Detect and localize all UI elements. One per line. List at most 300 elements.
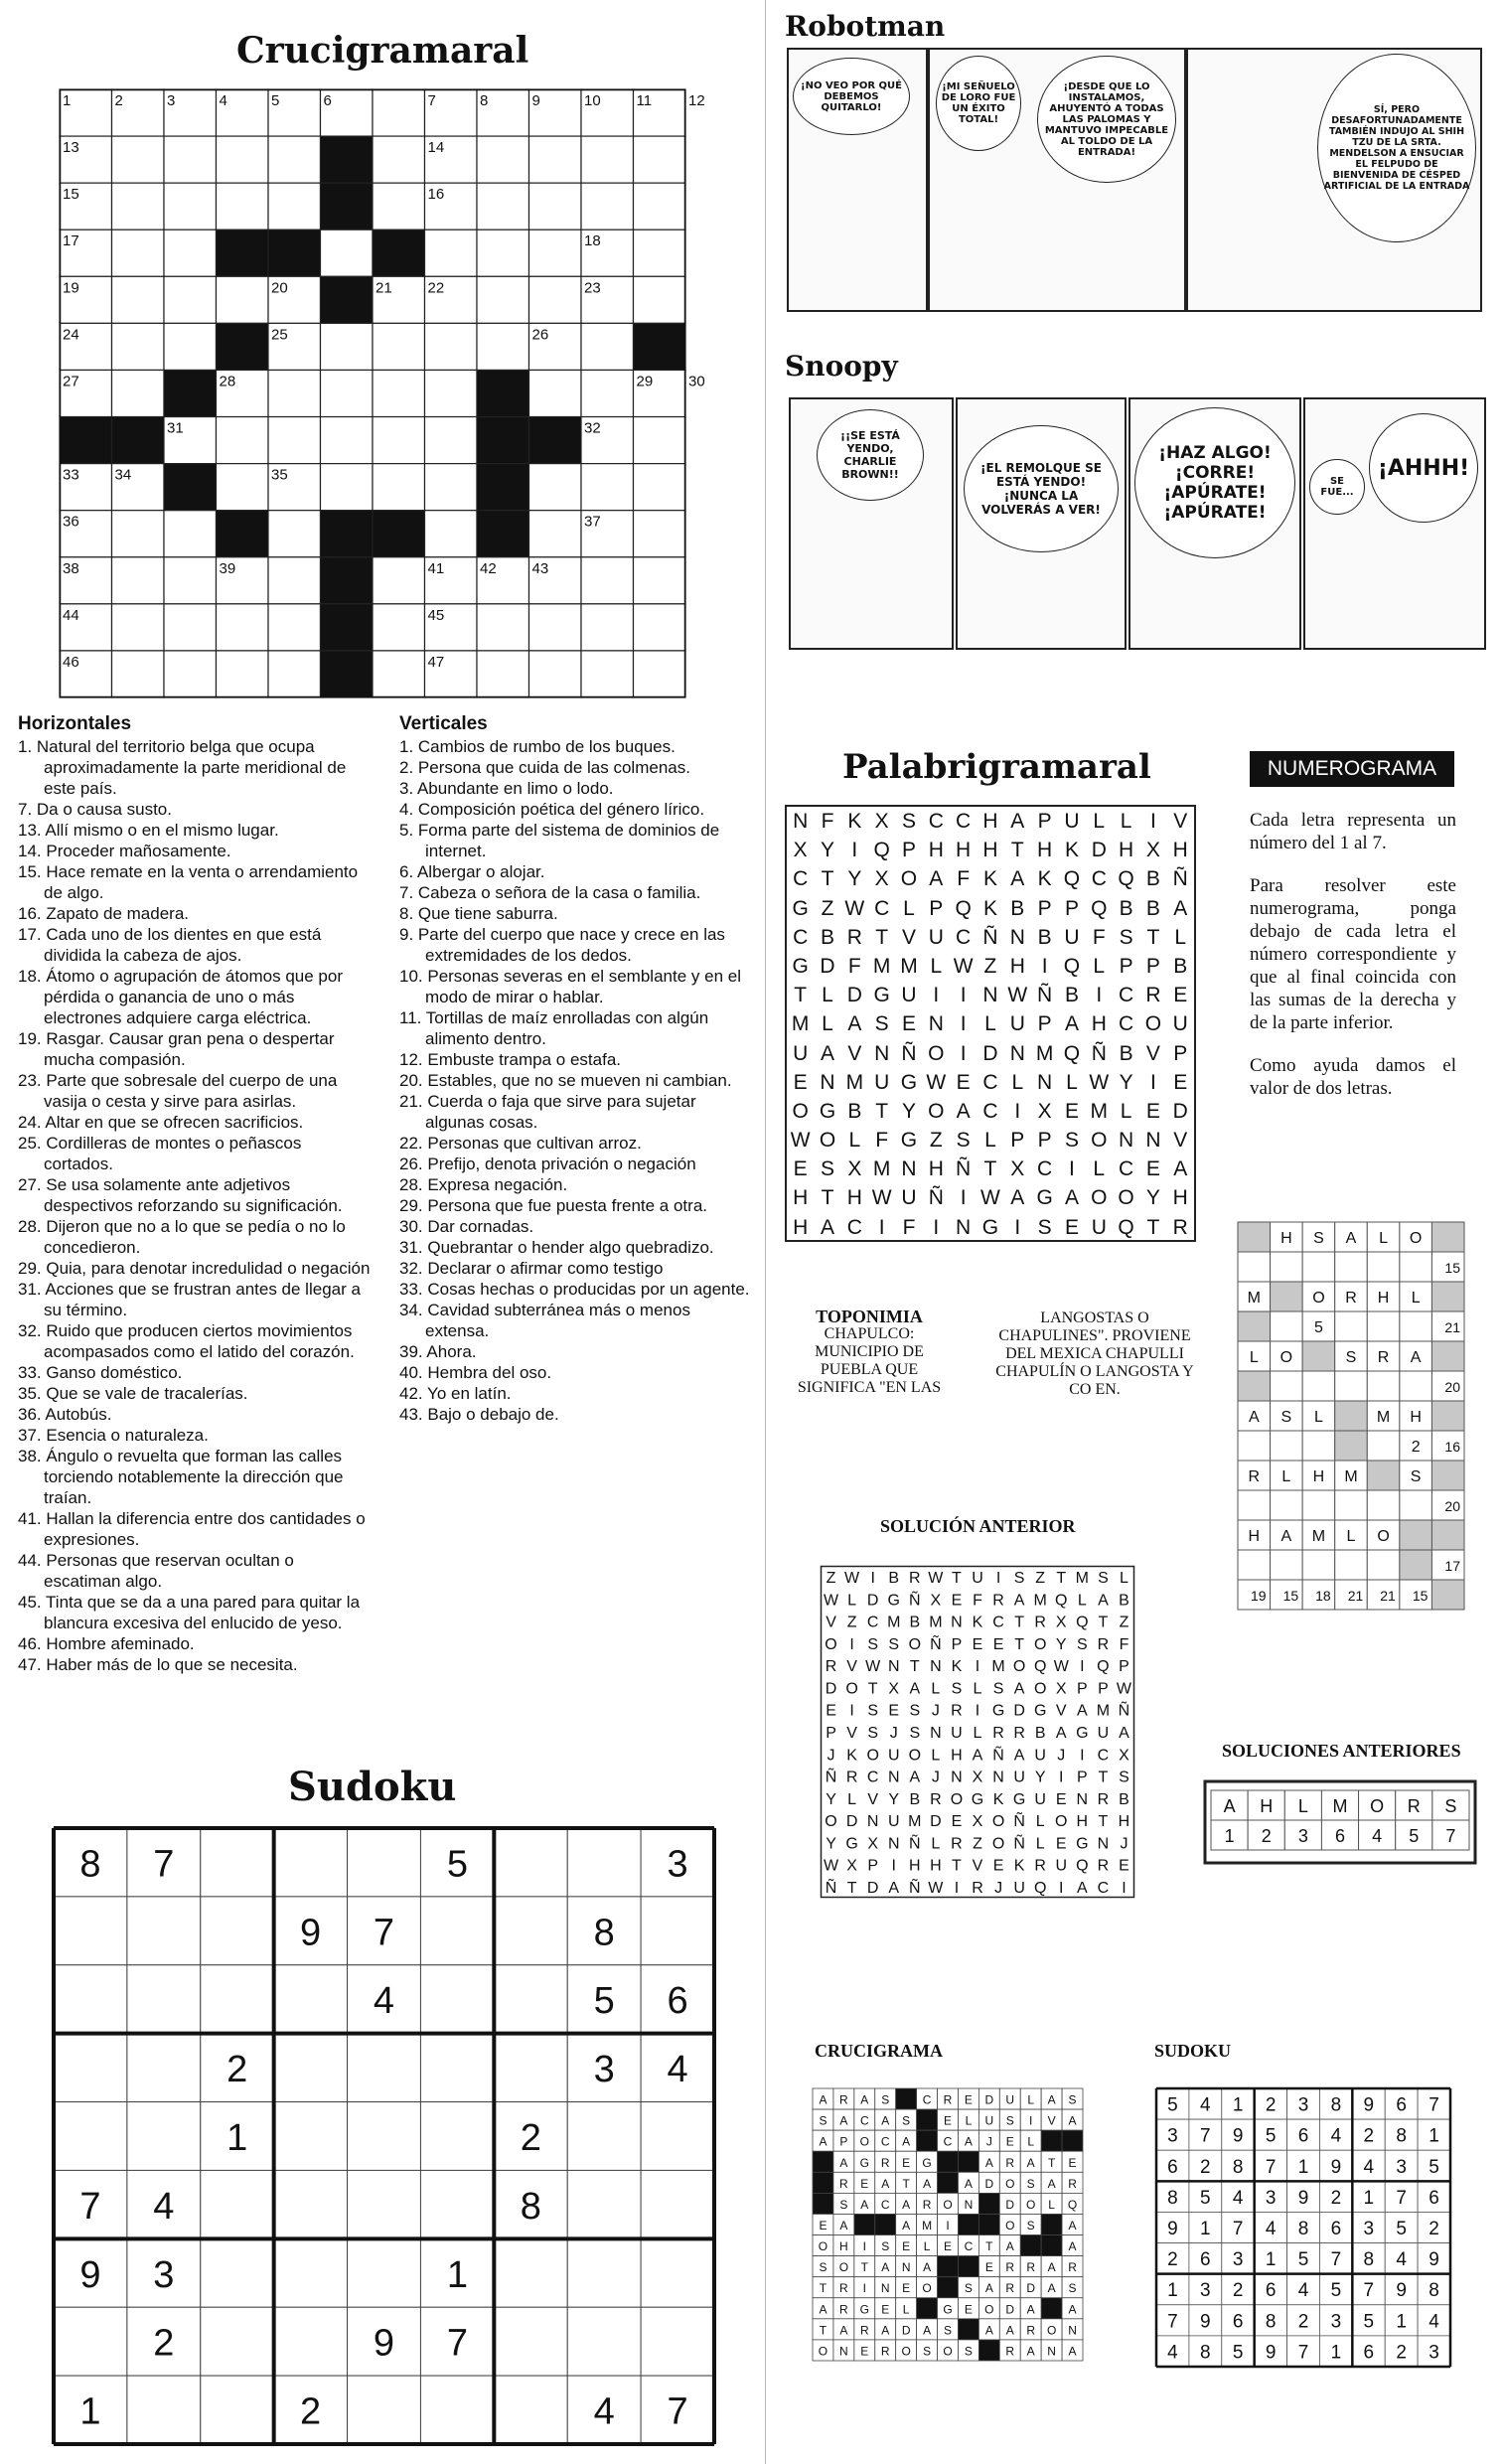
wordsearch-letter[interactable]: T <box>1146 925 1160 949</box>
wordsearch-letter[interactable]: E <box>901 1012 916 1036</box>
crossword-cell[interactable] <box>425 417 478 464</box>
wordsearch-letter[interactable]: U <box>1064 810 1080 833</box>
wordsearch-letter[interactable]: N <box>901 1157 917 1181</box>
sudoku-cell[interactable] <box>201 1828 274 1897</box>
crossword-cell[interactable] <box>112 276 165 323</box>
numerogram-cell[interactable] <box>1271 1371 1303 1401</box>
wordsearch-letter[interactable]: W <box>1089 1070 1110 1094</box>
wordsearch-letter[interactable]: F <box>875 1129 889 1153</box>
sudoku-cell[interactable] <box>127 2034 201 2102</box>
wordsearch-letter[interactable]: I <box>960 1041 967 1065</box>
sudoku-cell[interactable] <box>567 2102 641 2171</box>
wordsearch-letter[interactable]: M <box>900 954 918 978</box>
crossword-cell[interactable] <box>634 136 686 183</box>
crossword-cell[interactable] <box>112 370 165 416</box>
wordsearch-letter[interactable]: P <box>1145 954 1160 978</box>
crossword-cell[interactable] <box>477 183 529 230</box>
crossword-cell[interactable] <box>268 370 321 416</box>
wordsearch-letter[interactable]: B <box>1145 867 1160 891</box>
wordsearch-letter[interactable]: V <box>847 1041 862 1065</box>
wordsearch-letter[interactable]: B <box>847 1099 862 1123</box>
crossword-grid[interactable] <box>60 89 705 697</box>
sudoku-cell[interactable] <box>274 1965 348 2034</box>
crossword-cell[interactable] <box>217 464 269 511</box>
wordsearch-letter[interactable]: Y <box>1119 1070 1133 1094</box>
sudoku-cell[interactable] <box>201 2376 274 2444</box>
wordsearch-letter[interactable]: E <box>1173 1070 1188 1094</box>
crossword-cell[interactable] <box>373 557 425 604</box>
wordsearch-letter[interactable]: A <box>1010 1186 1025 1210</box>
wordsearch-letter[interactable]: L <box>1174 925 1187 949</box>
wordsearch-letter[interactable]: U <box>1091 1215 1107 1239</box>
sudoku-cell[interactable] <box>54 2307 127 2376</box>
wordsearch-letter[interactable]: V <box>1145 1041 1160 1065</box>
crossword-cell[interactable] <box>164 276 217 323</box>
crossword-cell[interactable] <box>217 136 269 183</box>
wordsearch-letter[interactable]: P <box>1037 810 1052 833</box>
wordsearch-letter[interactable]: B <box>1064 984 1079 1007</box>
numerogram-cell[interactable] <box>1238 1550 1271 1580</box>
sudoku-cell[interactable] <box>274 2170 348 2238</box>
wordsearch-letter[interactable]: Q <box>1118 867 1134 891</box>
wordsearch-letter[interactable]: Z <box>929 1129 943 1153</box>
sudoku-cell[interactable] <box>201 2307 274 2376</box>
sudoku-cell[interactable] <box>274 2238 348 2307</box>
numerogram-cell[interactable] <box>1302 1550 1335 1580</box>
crossword-cell[interactable] <box>581 136 634 183</box>
crossword-cell[interactable] <box>164 183 217 230</box>
wordsearch-letter[interactable]: C <box>928 810 944 833</box>
crossword-cell[interactable] <box>164 511 217 557</box>
wordsearch-letter[interactable]: B <box>1037 925 1052 949</box>
crossword-cell[interactable] <box>425 464 478 511</box>
crossword-cell[interactable] <box>477 276 529 323</box>
wordsearch-letter[interactable]: E <box>1173 984 1188 1007</box>
wordsearch-letter[interactable]: O <box>1144 1012 1162 1036</box>
wordsearch-letter[interactable]: D <box>982 1041 998 1065</box>
sudoku-cell[interactable] <box>54 1965 127 2034</box>
crossword-cell[interactable] <box>373 183 425 230</box>
wordsearch-letter[interactable]: L <box>984 1129 996 1153</box>
wordsearch-letter[interactable]: G <box>873 984 890 1007</box>
crossword-cell[interactable] <box>634 464 686 511</box>
crossword-cell[interactable] <box>217 183 269 230</box>
sudoku-cell[interactable] <box>348 2102 421 2171</box>
wordsearch-letter[interactable]: V <box>901 925 916 949</box>
wordsearch-letter[interactable]: Q <box>1118 1215 1134 1239</box>
sudoku-cell[interactable] <box>348 2238 421 2307</box>
crossword-cell[interactable] <box>112 604 165 651</box>
wordsearch-letter[interactable]: G <box>900 1070 918 1094</box>
wordsearch-letter[interactable]: V <box>1173 810 1188 833</box>
wordsearch-letter[interactable]: O <box>792 1099 809 1123</box>
wordsearch-letter[interactable]: U <box>901 1186 917 1210</box>
sudoku-cell[interactable] <box>641 2238 714 2307</box>
sudoku-cell[interactable] <box>494 1897 567 1965</box>
wordsearch-letter[interactable]: L <box>1120 1099 1132 1123</box>
wordsearch-letter[interactable]: T <box>1010 839 1024 862</box>
wordsearch-letter[interactable]: R <box>846 925 862 949</box>
wordsearch-letter[interactable]: I <box>1096 984 1103 1007</box>
sudoku-cell[interactable] <box>127 1965 201 2034</box>
crossword-cell[interactable] <box>217 276 269 323</box>
wordsearch-letter[interactable]: C <box>1119 984 1134 1007</box>
wordsearch-letter[interactable]: H <box>956 839 972 862</box>
crossword-cell[interactable] <box>164 136 217 183</box>
wordsearch-letter[interactable]: N <box>874 1041 890 1065</box>
wordsearch-letter[interactable]: Q <box>873 839 890 862</box>
wordsearch-letter[interactable]: C <box>1091 867 1107 891</box>
wordsearch-letter[interactable]: U <box>793 1041 809 1065</box>
crossword-cell[interactable] <box>112 136 165 183</box>
wordsearch-letter[interactable]: N <box>1145 1129 1161 1153</box>
sudoku-cell[interactable] <box>494 1965 567 2034</box>
wordsearch-letter[interactable]: F <box>847 954 861 978</box>
numerogram-cell[interactable] <box>1367 1311 1400 1341</box>
crossword-cell[interactable] <box>477 230 529 276</box>
wordsearch-letter[interactable]: L <box>848 1129 861 1153</box>
wordsearch-letter[interactable]: Y <box>901 1099 916 1123</box>
wordsearch-letter[interactable]: C <box>1119 1157 1134 1181</box>
wordsearch-letter[interactable]: H <box>928 839 944 862</box>
wordsearch-letter[interactable]: Z <box>983 954 997 978</box>
wordsearch-letter[interactable]: C <box>1119 1012 1134 1036</box>
wordsearch-letter[interactable]: H <box>1009 954 1025 978</box>
crossword-cell[interactable] <box>529 276 582 323</box>
wordsearch-letter[interactable]: T <box>821 867 834 891</box>
sudoku-cell[interactable] <box>348 2034 421 2102</box>
crossword-cell[interactable] <box>373 89 425 136</box>
wordsearch-letter[interactable]: R <box>1145 984 1161 1007</box>
wordsearch-letter[interactable]: I <box>1069 1157 1075 1181</box>
numerogram-cell[interactable] <box>1367 1252 1400 1282</box>
wordsearch-letter[interactable]: G <box>981 1215 999 1239</box>
crossword-cell[interactable] <box>268 417 321 464</box>
wordsearch-letter[interactable]: Q <box>1091 896 1108 920</box>
wordsearch-letter[interactable]: Ñ <box>1037 984 1053 1007</box>
wordsearch-letter[interactable]: B <box>1119 1041 1133 1065</box>
wordsearch-letter[interactable]: T <box>875 1099 889 1123</box>
wordsearch-letter[interactable]: F <box>1092 925 1106 949</box>
wordsearch-letter[interactable]: Y <box>820 839 834 862</box>
wordsearch-letter[interactable]: N <box>1037 1070 1053 1094</box>
sudoku-cell[interactable] <box>641 2170 714 2238</box>
crossword-cell[interactable] <box>268 651 321 697</box>
wordsearch-letter[interactable]: C <box>982 1099 998 1123</box>
crossword-cell[interactable] <box>581 604 634 651</box>
crossword-cell[interactable] <box>217 417 269 464</box>
wordsearch-letter[interactable]: G <box>1036 1186 1053 1210</box>
wordsearch-letter[interactable]: M <box>1035 1041 1054 1065</box>
numerogram-cell[interactable] <box>1400 1371 1432 1401</box>
wordsearch-letter[interactable]: W <box>926 1070 947 1094</box>
wordsearch-letter[interactable]: I <box>1014 1099 1021 1123</box>
crossword-cell[interactable] <box>112 183 165 230</box>
wordsearch-letter[interactable]: O <box>900 867 918 891</box>
wordsearch-letter[interactable]: B <box>1145 896 1160 920</box>
sudoku-cell[interactable] <box>348 2170 421 2238</box>
crossword-cell[interactable] <box>321 417 374 464</box>
wordsearch-letter[interactable]: C <box>1037 1157 1053 1181</box>
sudoku-cell[interactable] <box>567 2307 641 2376</box>
crossword-cell[interactable] <box>477 136 529 183</box>
wordsearch-letter[interactable]: U <box>1064 925 1080 949</box>
wordsearch-letter[interactable]: H <box>1119 839 1134 862</box>
numerogram-cell[interactable] <box>1367 1550 1400 1580</box>
wordsearch-letter[interactable]: Ñ <box>928 1186 944 1210</box>
wordsearch-letter[interactable]: K <box>982 867 997 891</box>
sudoku-cell[interactable] <box>420 2376 494 2444</box>
wordsearch-letter[interactable]: X <box>1010 1157 1025 1181</box>
wordsearch-letter[interactable]: T <box>794 984 808 1007</box>
numerogram-cell[interactable] <box>1238 1252 1271 1282</box>
crossword-cell[interactable] <box>321 230 374 276</box>
wordsearch-letter[interactable]: N <box>982 984 998 1007</box>
wordsearch-letter[interactable]: B <box>820 925 834 949</box>
wordsearch-letter[interactable]: S <box>901 810 916 833</box>
wordsearch-letter[interactable]: O <box>1091 1129 1108 1153</box>
sudoku-cell[interactable] <box>348 2376 421 2444</box>
crossword-cell[interactable] <box>164 604 217 651</box>
numerogram-cell[interactable] <box>1238 1490 1271 1520</box>
wordsearch-letter[interactable]: W <box>980 1186 1000 1210</box>
wordsearch-letter[interactable]: X <box>874 867 889 891</box>
wordsearch-letter[interactable]: S <box>1064 1129 1079 1153</box>
wordsearch-letter[interactable]: N <box>1009 925 1025 949</box>
wordsearch-letter[interactable]: I <box>878 1215 885 1239</box>
sudoku-cell[interactable] <box>274 2307 348 2376</box>
wordsearch-letter[interactable]: L <box>1093 1157 1106 1181</box>
sudoku-cell[interactable] <box>567 2170 641 2238</box>
crossword-cell[interactable] <box>634 557 686 604</box>
wordsearch-letter[interactable]: T <box>983 1157 997 1181</box>
crossword-cell[interactable] <box>373 136 425 183</box>
numerogram-cell[interactable] <box>1400 1490 1432 1520</box>
sudoku-cell[interactable] <box>274 2102 348 2171</box>
wordsearch-letter[interactable]: E <box>1064 1215 1079 1239</box>
wordsearch-letter[interactable]: I <box>1150 1070 1156 1094</box>
wordsearch-letter[interactable]: D <box>846 984 862 1007</box>
wordsearch-letter[interactable]: C <box>793 925 809 949</box>
wordsearch-letter[interactable]: S <box>820 1157 834 1181</box>
crossword-cell[interactable] <box>581 323 634 370</box>
wordsearch-letter[interactable]: P <box>1010 1129 1025 1153</box>
wordsearch-letter[interactable]: F <box>957 867 971 891</box>
crossword-cell[interactable] <box>529 370 582 416</box>
wordsearch-letter[interactable]: M <box>1090 1099 1109 1123</box>
crossword-cell[interactable] <box>634 417 686 464</box>
crossword-cell[interactable] <box>477 651 529 697</box>
numerogram-cell[interactable] <box>1271 1550 1303 1580</box>
wordsearch-letter[interactable]: O <box>1091 1186 1108 1210</box>
wordsearch-letter[interactable]: Ñ <box>1091 1041 1107 1065</box>
wordsearch-letter[interactable]: C <box>846 1215 862 1239</box>
wordsearch-letter[interactable]: I <box>933 1215 940 1239</box>
wordsearch-letter[interactable]: N <box>1119 1129 1134 1153</box>
wordsearch-letter[interactable]: V <box>1173 1129 1188 1153</box>
crossword-cell[interactable] <box>217 651 269 697</box>
wordsearch-letter[interactable]: O <box>928 1099 945 1123</box>
wordsearch-letter[interactable]: R <box>1172 1215 1188 1239</box>
crossword-cell[interactable] <box>581 651 634 697</box>
wordsearch-letter[interactable]: C <box>793 867 809 891</box>
wordsearch-letter[interactable]: A <box>1010 810 1025 833</box>
crossword-cell[interactable] <box>529 230 582 276</box>
wordsearch-letter[interactable]: Ñ <box>901 1041 917 1065</box>
wordsearch-letter[interactable]: L <box>930 954 943 978</box>
wordsearch-letter[interactable]: L <box>822 984 833 1007</box>
wordsearch-letter[interactable]: E <box>793 1157 808 1181</box>
sudoku-cell[interactable] <box>201 2170 274 2238</box>
crossword-cell[interactable] <box>164 323 217 370</box>
numerogram-cell[interactable] <box>1238 1431 1271 1461</box>
wordsearch-letter[interactable]: C <box>982 1070 998 1094</box>
wordsearch-grid[interactable] <box>785 805 1196 1242</box>
wordsearch-letter[interactable]: G <box>819 1099 836 1123</box>
crossword-cell[interactable] <box>425 230 478 276</box>
wordsearch-letter[interactable]: A <box>956 1099 971 1123</box>
wordsearch-letter[interactable]: U <box>928 925 944 949</box>
wordsearch-letter[interactable]: M <box>872 1157 891 1181</box>
crossword-cell[interactable] <box>321 464 374 511</box>
wordsearch-letter[interactable]: Ñ <box>1172 867 1188 891</box>
sudoku-cell[interactable] <box>54 1897 127 1965</box>
sudoku-cell[interactable] <box>127 1897 201 1965</box>
sudoku-cell[interactable] <box>494 2034 567 2102</box>
wordsearch-letter[interactable]: L <box>1120 810 1132 833</box>
wordsearch-letter[interactable]: O <box>819 1129 836 1153</box>
sudoku-cell[interactable] <box>201 1965 274 2034</box>
wordsearch-letter[interactable]: T <box>1146 1215 1160 1239</box>
wordsearch-letter[interactable]: I <box>960 1012 967 1036</box>
crossword-cell[interactable] <box>634 604 686 651</box>
crossword-cell[interactable] <box>477 323 529 370</box>
wordsearch-letter[interactable]: U <box>1009 1012 1025 1036</box>
numerogram-cell[interactable] <box>1367 1490 1400 1520</box>
wordsearch-letter[interactable]: Q <box>1063 1041 1081 1065</box>
crossword-cell[interactable] <box>217 604 269 651</box>
crossword-cell[interactable] <box>477 604 529 651</box>
crossword-cell[interactable] <box>112 557 165 604</box>
wordsearch-letter[interactable]: H <box>982 810 998 833</box>
wordsearch-letter[interactable]: W <box>953 954 974 978</box>
numerogram-cell[interactable] <box>1271 1311 1303 1341</box>
crossword-cell[interactable] <box>268 136 321 183</box>
wordsearch-letter[interactable]: N <box>928 1012 944 1036</box>
wordsearch-letter[interactable]: Z <box>821 896 834 920</box>
wordsearch-letter[interactable]: D <box>1091 839 1107 862</box>
crossword-cell[interactable] <box>425 511 478 557</box>
wordsearch-letter[interactable]: H <box>1172 839 1188 862</box>
wordsearch-letter[interactable]: A <box>1173 1157 1188 1181</box>
wordsearch-letter[interactable]: H <box>793 1186 809 1210</box>
wordsearch-letter[interactable]: A <box>1173 896 1188 920</box>
wordsearch-letter[interactable]: P <box>901 839 916 862</box>
wordsearch-letter[interactable]: N <box>1009 1041 1025 1065</box>
wordsearch-letter[interactable]: G <box>792 896 809 920</box>
wordsearch-letter[interactable]: X <box>1145 839 1160 862</box>
numerogram-cell[interactable] <box>1335 1252 1368 1282</box>
sudoku-cell[interactable] <box>348 1828 421 1897</box>
wordsearch-letter[interactable]: U <box>874 1070 890 1094</box>
crossword-cell[interactable] <box>581 370 634 416</box>
crossword-cell[interactable] <box>268 511 321 557</box>
wordsearch-letter[interactable]: F <box>902 1215 916 1239</box>
sudoku-cell[interactable] <box>494 2376 567 2444</box>
crossword-cell[interactable] <box>112 511 165 557</box>
sudoku-cell[interactable] <box>420 2102 494 2171</box>
crossword-cell[interactable] <box>373 417 425 464</box>
wordsearch-letter[interactable]: S <box>1037 1215 1052 1239</box>
sudoku-cell[interactable] <box>567 1828 641 1897</box>
wordsearch-letter[interactable]: K <box>1064 839 1079 862</box>
wordsearch-letter[interactable]: N <box>820 1070 835 1094</box>
wordsearch-letter[interactable]: H <box>1172 1186 1188 1210</box>
crossword-cell[interactable] <box>581 464 634 511</box>
wordsearch-letter[interactable]: B <box>1173 954 1188 978</box>
sudoku-cell[interactable] <box>54 2034 127 2102</box>
wordsearch-letter[interactable]: P <box>1173 1041 1188 1065</box>
wordsearch-letter[interactable]: A <box>820 1215 834 1239</box>
wordsearch-letter[interactable]: L <box>984 1012 996 1036</box>
numerogram-cell[interactable] <box>1271 1252 1303 1282</box>
wordsearch-letter[interactable]: K <box>1037 867 1052 891</box>
wordsearch-letter[interactable]: B <box>1010 896 1025 920</box>
numerogram-cell[interactable] <box>1302 1431 1335 1461</box>
crossword-cell[interactable] <box>634 183 686 230</box>
numerogram-cell[interactable] <box>1271 1490 1303 1520</box>
wordsearch-letter[interactable]: W <box>844 896 865 920</box>
wordsearch-letter[interactable]: M <box>845 1070 864 1094</box>
crossword-cell[interactable] <box>529 183 582 230</box>
sudoku-cell[interactable] <box>420 1897 494 1965</box>
wordsearch-letter[interactable]: A <box>820 1041 834 1065</box>
wordsearch-letter[interactable]: I <box>851 839 858 862</box>
sudoku-cell[interactable] <box>494 1828 567 1897</box>
crossword-cell[interactable] <box>425 323 478 370</box>
wordsearch-letter[interactable]: Y <box>1145 1186 1160 1210</box>
wordsearch-letter[interactable]: D <box>1172 1099 1188 1123</box>
wordsearch-letter[interactable]: E <box>1145 1157 1160 1181</box>
crossword-cell[interactable] <box>373 370 425 416</box>
wordsearch-letter[interactable]: X <box>874 810 889 833</box>
wordsearch-letter[interactable]: D <box>820 954 835 978</box>
wordsearch-letter[interactable]: A <box>847 1012 862 1036</box>
wordsearch-letter[interactable]: U <box>901 984 917 1007</box>
crossword-cell[interactable] <box>373 464 425 511</box>
sudoku-cell[interactable] <box>274 1828 348 1897</box>
wordsearch-letter[interactable]: I <box>960 984 967 1007</box>
wordsearch-letter[interactable]: N <box>956 1215 972 1239</box>
wordsearch-letter[interactable]: H <box>846 1186 862 1210</box>
wordsearch-letter[interactable]: X <box>847 1157 862 1181</box>
crossword-cell[interactable] <box>112 651 165 697</box>
wordsearch-letter[interactable]: O <box>1118 1186 1134 1210</box>
crossword-cell[interactable] <box>268 604 321 651</box>
wordsearch-letter[interactable]: P <box>929 896 944 920</box>
sudoku-cell[interactable] <box>641 2307 714 2376</box>
numerogram-grid[interactable] <box>1238 1222 1464 1610</box>
wordsearch-letter[interactable]: M <box>791 1012 810 1036</box>
wordsearch-letter[interactable]: E <box>956 1070 971 1094</box>
wordsearch-letter[interactable]: L <box>903 896 915 920</box>
wordsearch-letter[interactable]: W <box>871 1186 892 1210</box>
wordsearch-letter[interactable]: Y <box>847 867 862 891</box>
wordsearch-letter[interactable]: E <box>793 1070 808 1094</box>
wordsearch-letter[interactable]: S <box>1119 925 1133 949</box>
crossword-cell[interactable] <box>373 604 425 651</box>
crossword-cell[interactable] <box>164 651 217 697</box>
